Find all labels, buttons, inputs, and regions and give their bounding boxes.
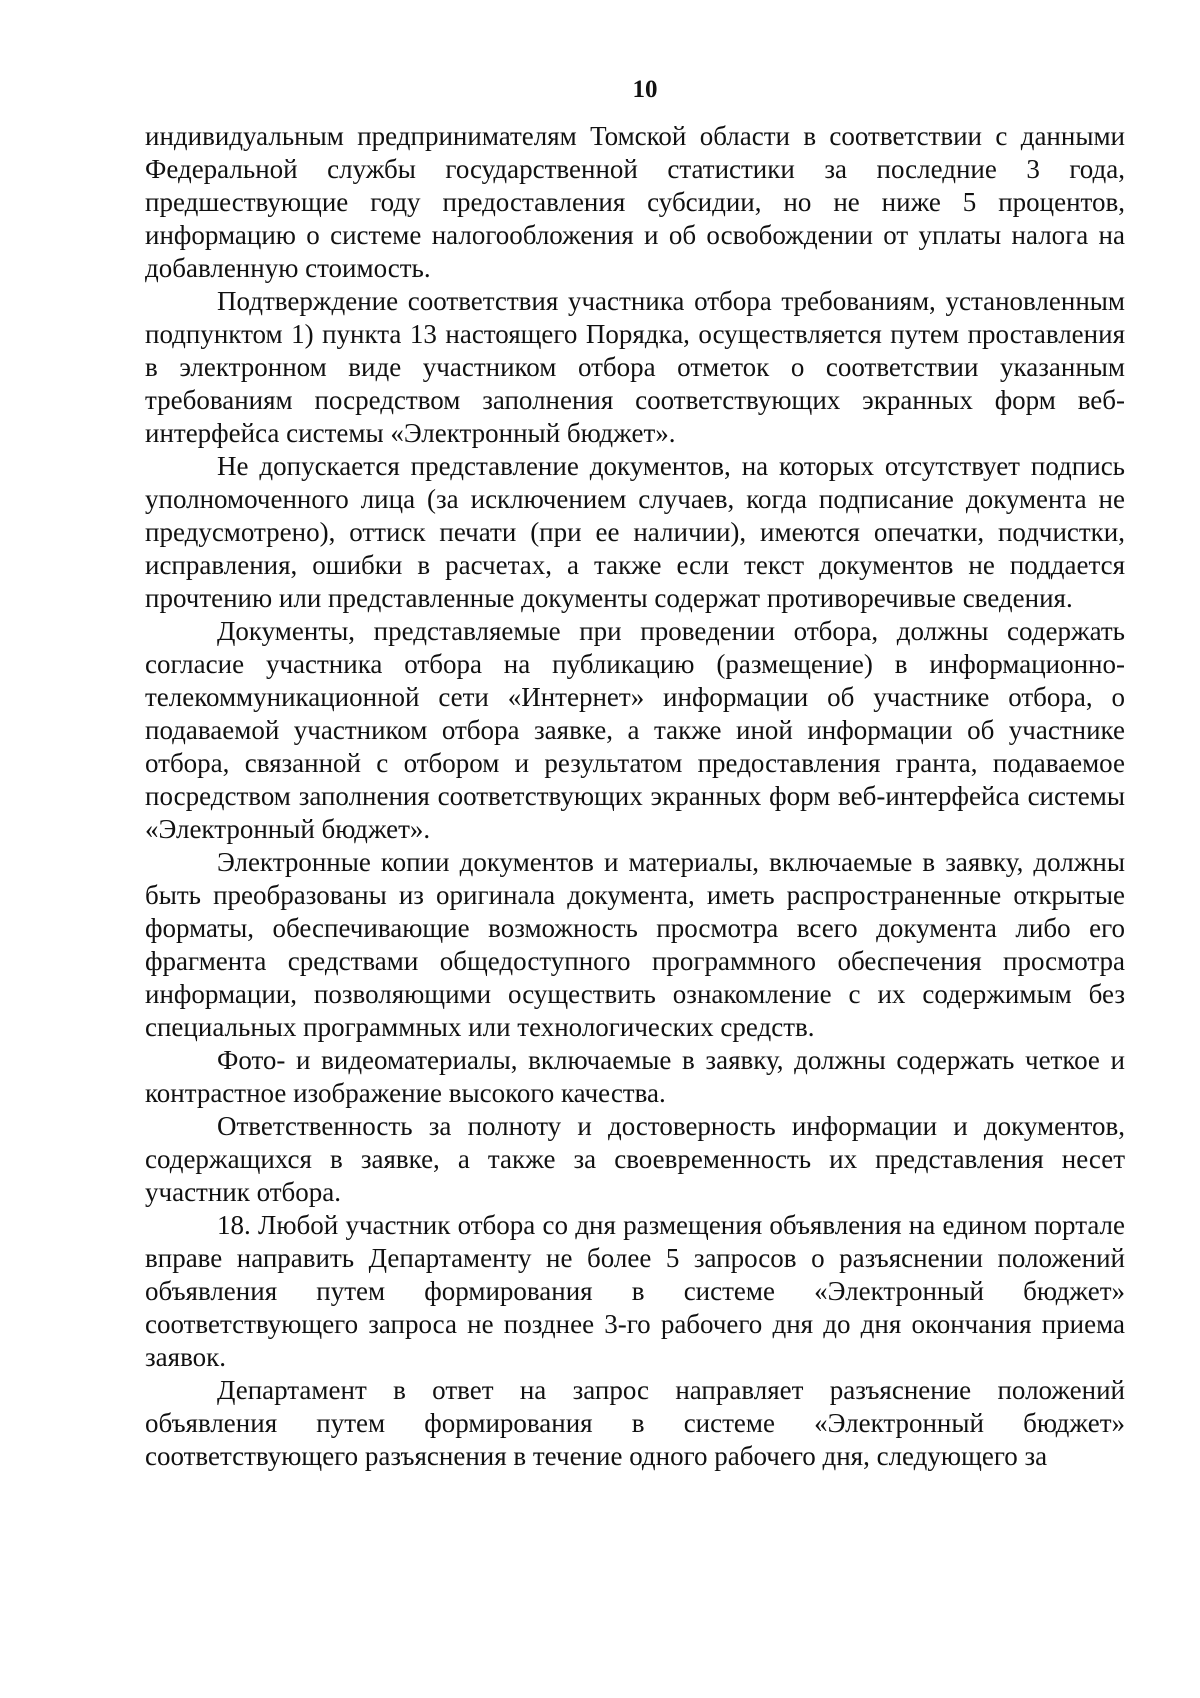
paragraph-6: Фото- и видеоматериалы, включаемые в заявку, должны содержать четкое и контрастное изображение высокого качества. [145, 1045, 1125, 1108]
paragraph-3: Не допускается представление документов, на которых отсутствует подпись уполномоченного лица (за исключением случаев, когда подписание документа не предусмотрено), оттиск печати (при ее наличии), имеются опечатки, подчистки, исправления, ошибки в расчетах, а также если текст документов не поддается прочтению или представленные документы содержат противоречивые сведения. [145, 451, 1125, 613]
paragraph-5: Электронные копии документов и материалы, включаемые в заявку, должны быть преобразованы из оригинала документа, иметь распространенные открытые форматы, обеспечивающие возможность просмотра всего документа либо его фрагмента средствами общедоступного программного обеспечения просмотра информации, позволяющими осуществить ознакомление с их содержимым без специальных программных или технологических средств. [145, 847, 1125, 1042]
paragraph-8: 18. Любой участник отбора со дня размещения объявления на едином портале вправе направить Департаменту не более 5 запросов о разъяснении положений объявления путем формирования в системе «Электронный бюджет» соответствующего запроса не позднее 3-го рабочего дня до дня окончания приема заявок. [145, 1210, 1125, 1372]
page-number: 10 [632, 76, 658, 103]
document-page [145, 70, 1125, 1473]
paragraph-4: Документы, представляемые при проведении отбора, должны содержать согласие участника отбора на публикацию (размещение) в информационно-телекоммуникационной сети «Интернет» информации об участнике отбора, о подаваемой участником отбора заявке, а также иной информации об участнике отбора, связанной с отбором и результатом предоставления гранта, подаваемое посредством заполнения соответствующих экранных форм веб-интерфейса системы «Электронный бюджет». [145, 616, 1125, 844]
paragraph-1: индивидуальным предпринимателям Томской области в соответствии с данными Федеральной службы государственной статистики за последние 3 года, предшествующие году предоставления субсидии, но не ниже 5 процентов, информацию о системе налогообложения и об освобождении от уплаты налога на добавленную стоимость. [145, 121, 1125, 283]
paragraph-2: Подтверждение соответствия участника отбора требованиям, установленным подпунктом 1) пункта 13 настоящего Порядка, осуществляется путем проставления в электронном виде участником отбора отметок о соответствии указанным требованиям посредством заполнения соответствующих экранных форм веб-интерфейса системы «Электронный бюджет». [145, 286, 1125, 448]
paragraph-9: Департамент в ответ на запрос направляет разъяснение положений объявления путем формирования в системе «Электронный бюджет» соответствующего разъяснения в течение одного рабочего дня, следующего за [145, 1375, 1125, 1471]
paragraph-7: Ответственность за полноту и достоверность информации и документов, содержащихся в заявке, а также за своевременность их представления несет участник отбора. [145, 1111, 1125, 1207]
